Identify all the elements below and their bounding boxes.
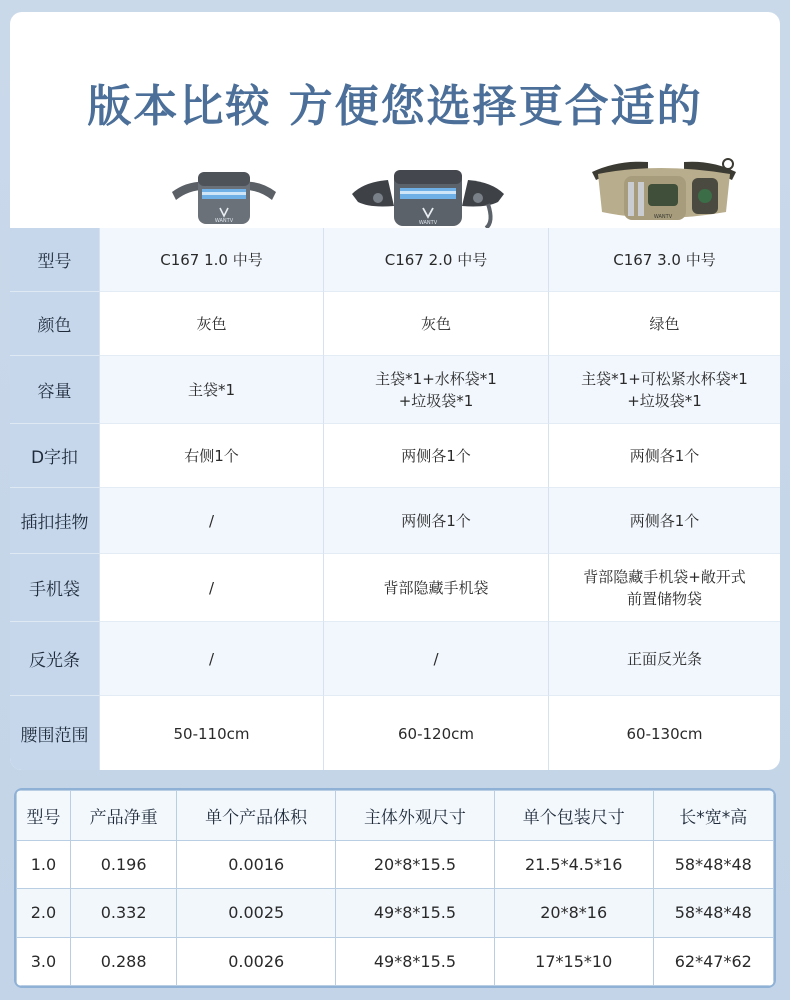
spec-cell: 21.5*4.5*16 <box>494 841 653 889</box>
spec-cell: 49*8*15.5 <box>336 889 495 937</box>
comparison-cell: 60-120cm <box>323 696 548 770</box>
comparison-cell: C167 2.0 中号 <box>323 228 548 292</box>
spec-cell: 20*8*16 <box>494 889 653 937</box>
comparison-cell: 主袋*1 <box>99 356 323 424</box>
spec-cell: 58*48*48 <box>653 889 773 937</box>
comparison-cell: 两侧各1个 <box>323 488 548 554</box>
comparison-cell: / <box>99 554 323 622</box>
comparison-cell: 灰色 <box>323 292 548 356</box>
comparison-cell: 正面反光条 <box>548 622 780 696</box>
bag-brand-label: WANTV <box>214 218 234 224</box>
comparison-cell: 灰色 <box>99 292 323 356</box>
comparison-cell: 两侧各1个 <box>323 424 548 488</box>
row-label: 手机袋 <box>10 554 99 622</box>
comparison-cell: / <box>323 622 548 696</box>
comparison-row <box>10 292 780 356</box>
spec-cell: 58*48*48 <box>653 841 773 889</box>
spec-row <box>17 841 774 889</box>
row-label: 颜色 <box>10 292 99 356</box>
bag-brand-label: WANTV <box>418 220 438 226</box>
spec-cell: 1.0 <box>17 841 71 889</box>
comparison-cell: C167 3.0 中号 <box>548 228 780 292</box>
row-label: 型号 <box>10 228 99 292</box>
gray-medium-bag-image <box>348 162 508 232</box>
comparison-row <box>10 622 780 696</box>
spec-cell: 49*8*15.5 <box>336 937 495 985</box>
spec-row <box>17 889 774 937</box>
comparison-row <box>10 424 780 488</box>
spec-cell: 17*15*10 <box>494 937 653 985</box>
row-label: 反光条 <box>10 622 99 696</box>
spec-header-cell: 单个产品体积 <box>177 791 336 841</box>
comparison-cell: / <box>99 488 323 554</box>
spec-cell: 0.0016 <box>177 841 336 889</box>
row-label: 容量 <box>10 356 99 424</box>
comparison-cell: 背部隐藏手机袋 <box>323 554 548 622</box>
comparison-card <box>10 12 780 770</box>
comparison-row <box>10 356 780 424</box>
comparison-row <box>10 228 780 292</box>
comparison-row <box>10 488 780 554</box>
spec-cell: 62*47*62 <box>653 937 773 985</box>
row-label: 腰围范围 <box>10 696 99 770</box>
bag-brand-label: WANTV <box>653 214 673 220</box>
spec-cell: 2.0 <box>17 889 71 937</box>
spec-header-row <box>17 791 774 841</box>
spec-row <box>17 937 774 985</box>
comparison-table <box>10 228 780 770</box>
spec-cell: 0.288 <box>70 937 176 985</box>
spec-header-cell: 主体外观尺寸 <box>336 791 495 841</box>
comparison-cell: 主袋*1+水杯袋*1 +垃圾袋*1 <box>323 356 548 424</box>
comparison-row <box>10 696 780 770</box>
spec-header-cell: 产品净重 <box>70 791 176 841</box>
khaki-large-bag-image <box>588 150 740 228</box>
comparison-cell: / <box>99 622 323 696</box>
comparison-cell: 绿色 <box>548 292 780 356</box>
spec-cell: 3.0 <box>17 937 71 985</box>
comparison-cell: 60-130cm <box>548 696 780 770</box>
comparison-row <box>10 554 780 622</box>
spec-table <box>14 788 776 988</box>
spec-header-cell: 单个包装尺寸 <box>494 791 653 841</box>
comparison-cell: 两侧各1个 <box>548 424 780 488</box>
spec-cell: 0.196 <box>70 841 176 889</box>
comparison-cell: 背部隐藏手机袋+敞开式 前置储物袋 <box>548 554 780 622</box>
row-label: 插扣挂物 <box>10 488 99 554</box>
spec-cell: 0.332 <box>70 889 176 937</box>
row-label: D字扣 <box>10 424 99 488</box>
spec-header-cell: 长*宽*高 <box>653 791 773 841</box>
gray-small-bag-image <box>168 162 280 230</box>
spec-cell: 20*8*15.5 <box>336 841 495 889</box>
spec-cell: 0.0026 <box>177 937 336 985</box>
comparison-cell: 主袋*1+可松紧水杯袋*1 +垃圾袋*1 <box>548 356 780 424</box>
comparison-cell: 右侧1个 <box>99 424 323 488</box>
spec-header-cell: 型号 <box>17 791 71 841</box>
spec-cell: 0.0025 <box>177 889 336 937</box>
comparison-cell: 两侧各1个 <box>548 488 780 554</box>
comparison-cell: 50-110cm <box>99 696 323 770</box>
page-title: 版本比较 方便您选择更合适的 <box>87 81 703 132</box>
comparison-cell: C167 1.0 中号 <box>99 228 323 292</box>
